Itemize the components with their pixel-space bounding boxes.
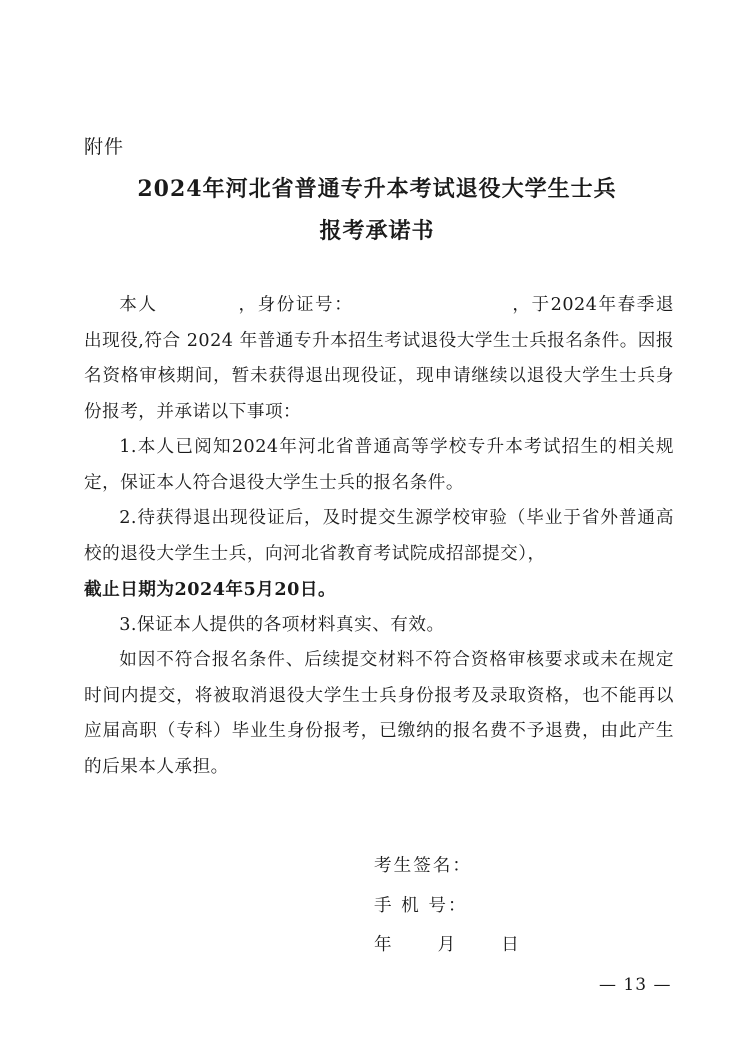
signature-date <box>374 931 521 956</box>
date-year: 年 <box>374 935 394 955</box>
document-title: 2024年河北省普通专升本考试退役大学生士兵 <box>137 176 617 202</box>
consequence-paragraph: 如因不符合报名条件、后续提交材料不符合资格审核要求或未在规定时间内提交，将被取消退役大学生士兵身份报考及录取资格，也不能再以应届高职（专科）毕业生身份报考，已缴纳的报名费不予退费，由此产生的后果本人承担。 <box>84 650 674 777</box>
item-3: 3.保证本人提供的各项材料真实、有效。 <box>119 614 445 635</box>
intro-part1: 本人 <box>119 295 158 315</box>
intro-paragraph <box>84 288 674 430</box>
signature-phone-label: 手 机 号： <box>374 896 468 916</box>
intro-part2: ，身份证号： <box>237 295 354 315</box>
attachment-label: 附件 <box>84 136 125 158</box>
item-1: 1.本人已阅知2024年河北省普通高等学校专升本考试招生的相关规定，保证本人符合退役大学生士兵的报名条件。 <box>84 437 674 493</box>
deadline-text: 截止日期为2024年5月20日。 <box>84 579 337 600</box>
signature-name-label: 考生签名： <box>374 856 472 876</box>
document-subtitle: 报考承诺书 <box>319 218 435 244</box>
intro-part3: ，于2024年春季退出现役,符合 2024 年普通专升本招生考试退役大学生士兵报名条件。因报名资格审核期间，暂未获得退出现役证，现申请继续以退役大学生士兵身份报考，并承诺以下事项： <box>84 295 674 422</box>
date-day: 日 <box>501 935 521 955</box>
page-number: — 13 — <box>599 975 672 995</box>
item-2: 2.待获得退出现役证后，及时提交生源学校审验（毕业于省外普通高校的退役大学生士兵，向河北省教育考试院成招部提交）， <box>84 508 674 564</box>
date-month: 月 <box>437 935 458 955</box>
pledge-body <box>84 288 674 785</box>
